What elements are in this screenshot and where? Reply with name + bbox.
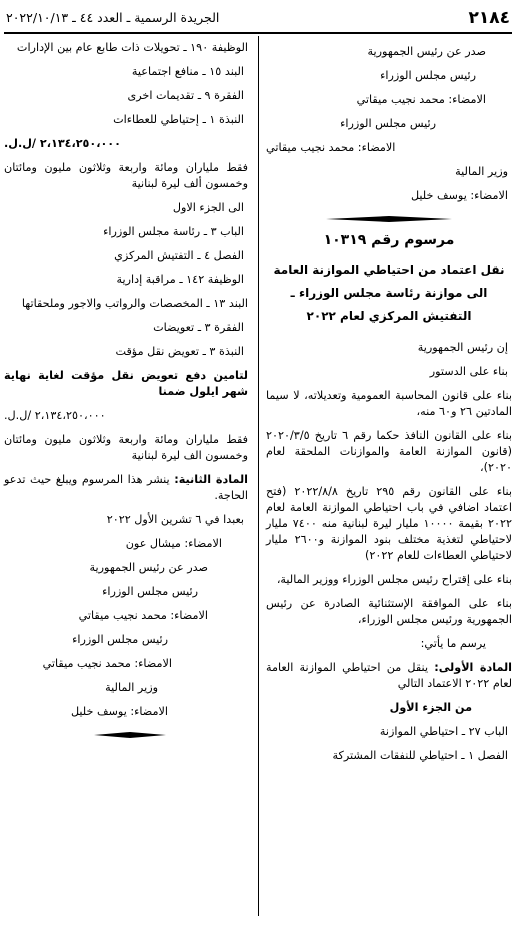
decree-title-line: الى موازنة رئاسة مجلس الوزراء ـ (290, 286, 488, 300)
article-label: المادة الأولى: (434, 661, 513, 674)
pm-title: رئيس مجلس الوزراء (340, 117, 436, 130)
page-header (4, 6, 512, 34)
right-column (266, 44, 512, 772)
article-one (266, 660, 512, 692)
signature: الامضاء: يوسف خليل (70, 705, 168, 718)
purpose-line: لتامين دفع تعويض نقل مؤقت لغاية نهاية شهر ايلول ضمنا (4, 369, 248, 398)
signature: الامضاء: محمد نجيب ميقاتي (356, 93, 486, 106)
clause-line: النبذة ٣ ـ تعويض نقل مؤقت (115, 345, 244, 358)
amount-in-words: فقط ملياران ومائة واربعة وثلاثون مليون ومائتان وخمسون الف ليرة لبنانية (4, 433, 248, 462)
decree-title (266, 259, 512, 328)
column-divider (258, 36, 259, 916)
pm-title: رئيس مجلس الوزراء (102, 585, 198, 598)
function-line: الوظيفة ١٩٠ ـ تحويلات ذات طابع عام بين الإدارات (16, 41, 248, 54)
article-text: ينقل من احتياطي الموازنة العامة لعام ٢٠٢٢ الاعتماد التالي (266, 661, 512, 690)
issued-by: صدر عن رئيس الجمهورية (367, 45, 486, 58)
date-line: بعبدا في ٦ تشرين الأول ٢٠٢٢ (106, 513, 244, 526)
article-text: ينشر هذا المرسوم ويبلغ حيث تدعو الحاجة. (4, 473, 248, 502)
section-line: الفصل ١ ـ احتياطي للنفقات المشتركة (332, 749, 508, 762)
article-label: المادة الثانية: (174, 473, 248, 486)
header-rule (4, 32, 512, 34)
paragraph-line: الفقرة ٩ ـ تقديمات اخرى (127, 89, 244, 102)
gazette-title: الجريدة الرسمية ـ العدد ٤٤ ـ ٢٠٢٢/١٠/١٣ (6, 10, 220, 25)
basis-paragraph: بناء على قانون المحاسبة العمومية وتعديلاته، لا سيما المادتين ٢٦ و٦٠ منه، (266, 389, 512, 418)
basis-paragraph: بناء على إقتراح رئيس مجلس الوزراء ووزير المالية، (276, 573, 512, 586)
left-column (4, 40, 248, 748)
decree-title-line: نقل اعتماد من احتياطي الموازنة العامة (273, 263, 505, 277)
basis-paragraph: بناء على الموافقة الإستثنائية الصادرة عن رئيس الجمهورية ورئيس مجلس الوزراء، (266, 597, 512, 626)
separator-line (266, 212, 512, 226)
decree-number: مرسوم رقم ١٠٣١٩ (323, 232, 455, 248)
pm-title: رئيس مجلس الوزراء (72, 633, 168, 646)
separator-line (4, 728, 248, 742)
clause-line: النبذة ١ ـ إحتياطي للعطاءات (113, 113, 244, 126)
signature: الامضاء: محمد نجيب ميقاتي (266, 141, 396, 154)
article-two (4, 472, 248, 504)
issued-by: صدر عن رئيس الجمهورية (89, 561, 208, 574)
page-number: ٢١٨٤ (468, 8, 510, 28)
paragraph-line: الفقرة ٣ ـ تعويضات (153, 321, 244, 334)
decree-title-line: التفتيش المركزي لعام ٢٠٢٢ (306, 309, 472, 323)
pm-title: رئيس مجلس الوزراء (380, 69, 476, 82)
section-line: الفصل ٤ ـ التفتيش المركزي (114, 249, 244, 262)
decrees-line: يرسم ما يأتي: (420, 637, 486, 650)
basis-paragraph: بناء على القانون رقم ٢٩٥ تاريخ ٢٠٢٢/٨/٨ (فتح اعتماد اضافي في باب احتياطي الموازنة العامة لعام ٢٠٢٢ بقيمة ١٠٠٠٠ مليار ليرة لبنانية منه ٧٤٠٠ مليار لاحتياطي لتغذية مختلف بنود الموازنة و٢٦٠٠ مليار لاحتياطي العطاءات للعام ٢٠٢٢) (266, 485, 513, 562)
item-line: البند ١٣ ـ المخصصات والرواتب والاجور وملحقاتها (21, 297, 248, 310)
chapter-line: الباب ٢٧ ـ احتياطي الموازنة (379, 725, 508, 738)
president-signature: الامضاء: ميشال عون (125, 537, 222, 550)
amount: ٢،١٣٤،٢٥٠،٠٠٠ /ل.ل. (4, 409, 106, 422)
from-part: من الجزء الأول (389, 701, 472, 714)
minister-title: وزير المالية (455, 165, 508, 178)
president-line: إن رئيس الجمهورية (417, 341, 508, 354)
amount-in-words: فقط ملياران ومائة واربعة وثلاثون مليون ومائتان وخمسون ألف ليرة لبنانية (4, 161, 248, 190)
amount: ٢،١٣٤،٢٥٠،٠٠٠ /ل.ل. (4, 137, 121, 150)
item-line: البند ١٥ ـ منافع اجتماعية (131, 65, 244, 78)
minister-title: وزير المالية (105, 681, 158, 694)
signature: الامضاء: يوسف خليل (410, 189, 508, 202)
signature: الامضاء: محمد نجيب ميقاتي (78, 609, 208, 622)
to-part: الى الجزء الاول (172, 201, 244, 214)
basis-paragraph: بناء على القانون النافذ حكما رقم ٦ تاريخ ٢٠٢٠/٣/٥ (قانون الموازنة العامة والموازنات الملحقة لعام ٢٠٢٠)، (266, 429, 512, 474)
function-line: الوظيفة ١٤٢ ـ مراقبة إدارية (116, 273, 244, 286)
chapter-line: الباب ٣ ـ رئاسة مجلس الوزراء (103, 225, 244, 238)
signature: الامضاء: محمد نجيب ميقاتي (42, 657, 172, 670)
constitution-line: بناء على الدستور (429, 365, 508, 378)
